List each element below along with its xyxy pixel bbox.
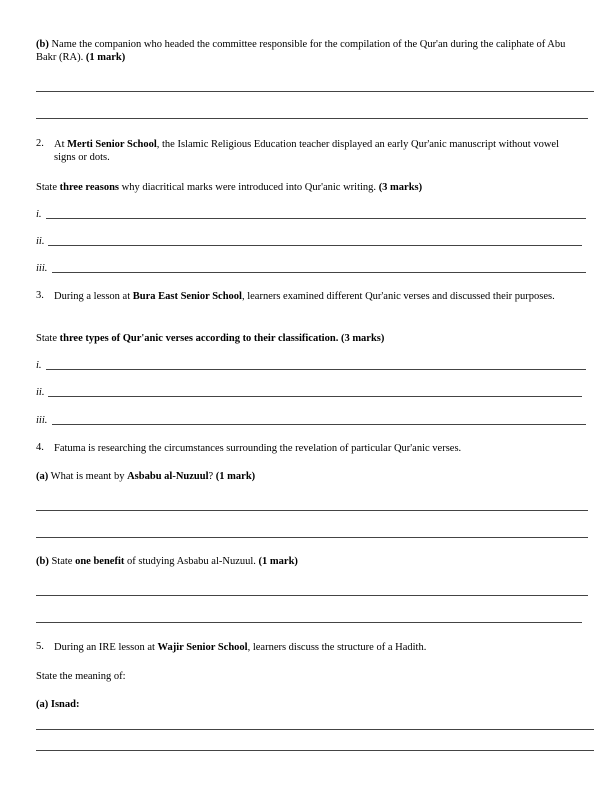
- q2-stem: At Merti Senior School, the Islamic Religious Education teacher displayed an early Qur'anic manuscript without vowel signs or dots.: [54, 139, 559, 163]
- q1b-marks: (1 mark): [85, 52, 126, 63]
- q4a-marks: (1 mark): [215, 471, 256, 482]
- q3-answer-line-iii[interactable]: [52, 424, 586, 425]
- q2-number: 2.: [36, 138, 44, 149]
- q4b-label: (b): [36, 556, 49, 567]
- q5-stem: During an IRE lesson at Wajir Senior School, learners discuss the structure of a Hadith.: [54, 642, 427, 653]
- q4a-label: (a): [36, 471, 49, 482]
- q2-instruction: State three reasons why diacritical marks were introduced into Qur'anic writing. (3 marks): [36, 182, 423, 193]
- q2-item-ii-label: ii.: [36, 236, 45, 247]
- q3-stem: During a lesson at Bura East Senior School, learners examined different Qur'anic verses and discussed their purposes.: [54, 291, 555, 302]
- q5a-label: (a) Isnad:: [36, 699, 80, 710]
- q1b-text: [36, 38, 576, 64]
- q5a-answer-line-2[interactable]: [36, 750, 594, 751]
- q1b-question: Name the companion who headed the committee responsible for the compilation of the Qur'an during the caliphate of Abu Bakr (RA).: [36, 39, 566, 63]
- q3-item-i-label: i.: [36, 360, 42, 371]
- q4b-answer-line-2[interactable]: [36, 622, 582, 623]
- q3-school: Bura East Senior School: [132, 291, 242, 302]
- q3-number: 3.: [36, 290, 44, 301]
- q3-instruction: State three types of Qur'anic verses according to their classification. (3 marks): [36, 333, 385, 344]
- q4a-answer-line-1[interactable]: [36, 510, 588, 511]
- q2-item-i-label: i.: [36, 209, 42, 220]
- q1b-answer-line-2[interactable]: [36, 118, 588, 119]
- q2-answer-line-ii[interactable]: [48, 245, 582, 246]
- q1b-answer-line-1[interactable]: [36, 91, 594, 92]
- q4b-text: (b) State one benefit of studying Asbabu al-Nuzuul. (1 mark): [36, 556, 298, 567]
- q2-item-iii-label: iii.: [36, 263, 48, 274]
- q3-answer-line-ii[interactable]: [48, 396, 582, 397]
- q4b-answer-line-1[interactable]: [36, 595, 588, 596]
- q1b-label: (b): [36, 39, 49, 50]
- q4b-marks: (1 mark): [258, 556, 298, 567]
- q4a-answer-line-2[interactable]: [36, 537, 588, 538]
- q4a-text: (a) What is meant by Asbabu al-Nuzuul? (1 mark): [36, 471, 256, 482]
- q3-answer-line-i[interactable]: [46, 369, 586, 370]
- q5-instruction: State the meaning of:: [36, 671, 126, 682]
- q5-number: 5.: [36, 641, 44, 652]
- q3-item-iii-label: iii.: [36, 415, 48, 426]
- q4-number: 4.: [36, 442, 44, 453]
- q2-marks: (3 marks): [378, 182, 423, 193]
- q3-item-ii-label: ii.: [36, 387, 45, 398]
- q5-school: Wajir Senior School: [157, 642, 248, 653]
- q2-answer-line-i[interactable]: [46, 218, 586, 219]
- q2-school: Merti Senior School: [67, 139, 157, 150]
- q4-stem: Fatuma is researching the circumstances surrounding the revelation of particular Qur'anic verses.: [54, 443, 462, 454]
- q5a-answer-line-1[interactable]: [36, 729, 594, 730]
- q2-answer-line-iii[interactable]: [52, 272, 586, 273]
